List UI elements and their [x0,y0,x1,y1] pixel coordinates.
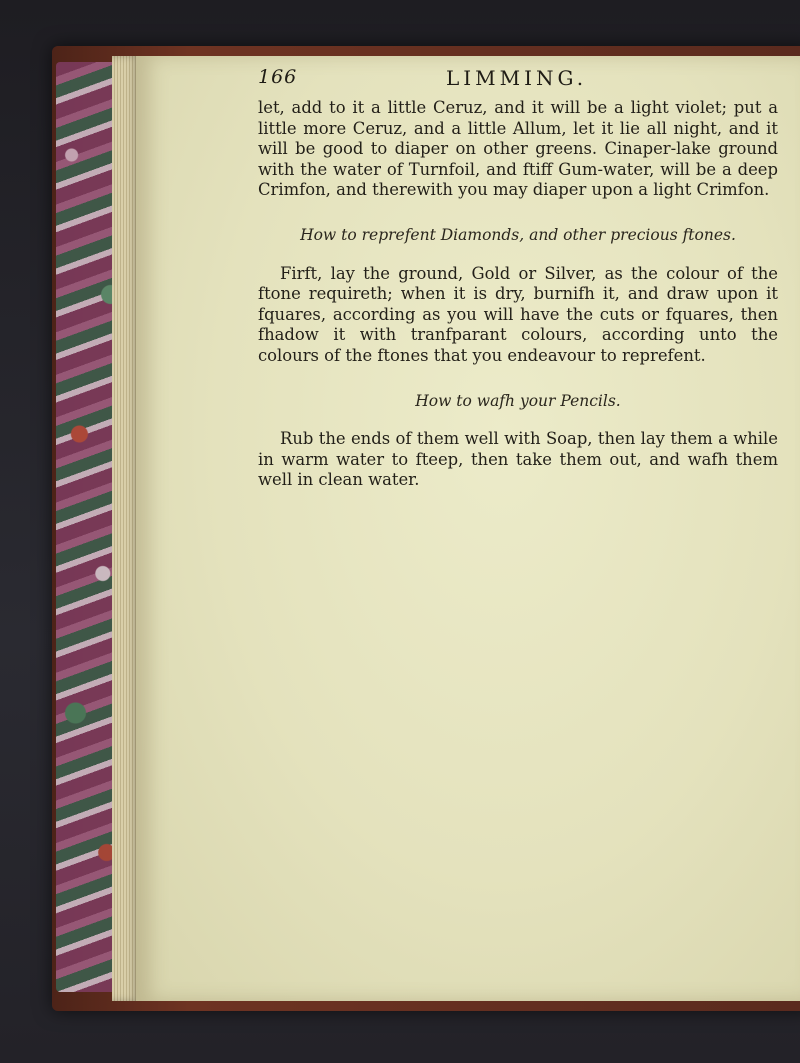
opening-paragraph: let, add to it a little Ceruz, and it will be a light violet; put a little more Ceruz, and a little Allum, let it lie all night, and it will be good to diaper on other greens. Cinaper-lake ground with the water of Turnfoil, and ftiff Gum-water, will be a deep Crimfon, and therewith you may diaper upon a light Crimfon. [258,98,778,200]
section-heading-pencils: How to wafh your Pencils. [415,391,621,410]
page-body [258,98,778,491]
section-text-diamonds: Firft, lay the ground, Gold or Silver, as the colour of the ftone requireth; when it is dry, burnifh it, and draw upon it fquares, according as you will have the cuts or fquares, then fhadow it with tranfparant colours, according unto the colours of the ftones that you endeavour to reprefent. [258,263,778,365]
page-number: 166 [258,66,298,88]
running-head-title: LIMMING. [446,66,588,90]
section-heading-diamonds: How to reprefent Diamonds, and other precious ftones. [300,225,736,244]
running-head [258,66,778,94]
section-text-pencils: Rub the ends of them well with Soap, then lay them a while in warm water to fteep, then take them out, and wafh them well in clean water. [258,429,778,490]
